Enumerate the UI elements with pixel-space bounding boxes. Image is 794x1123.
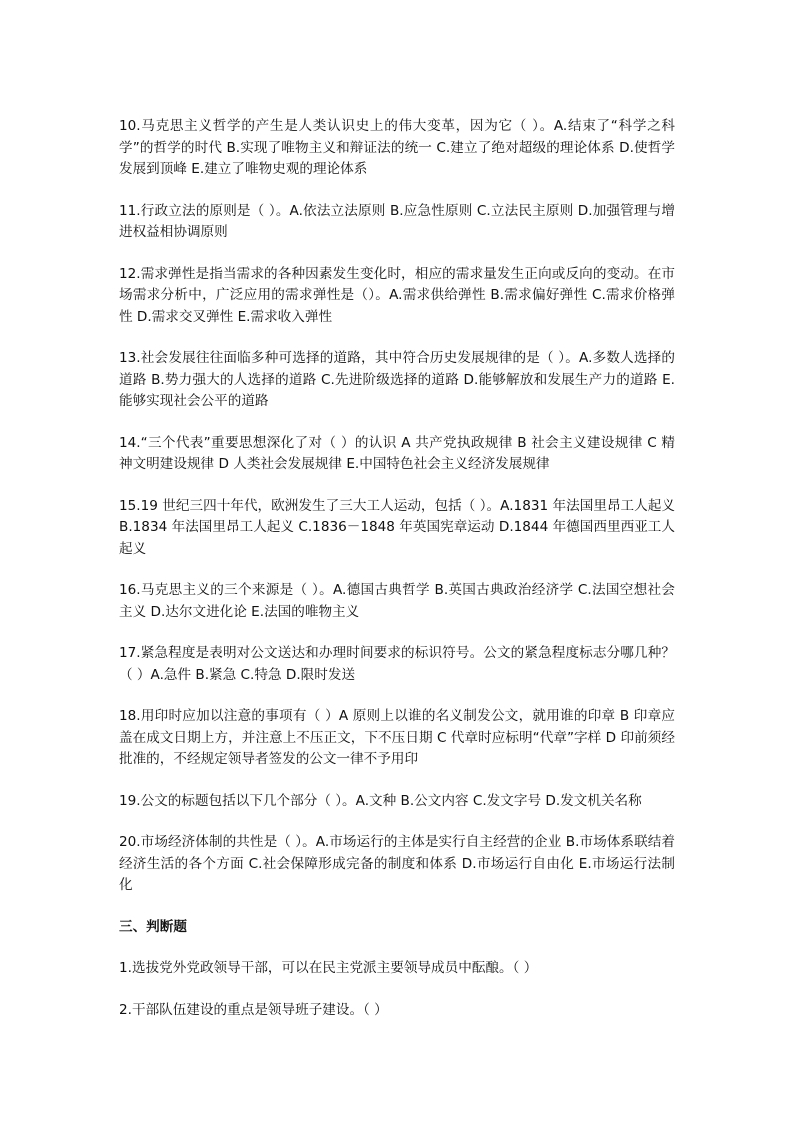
judgment-1: 1.选拔党外党政领导干部，可以在民主党派主要领导成员中酝酿。（ ） bbox=[119, 960, 538, 976]
question-10: 10.马克思主义哲学的产生是人类认识史上的伟大变革，因为它（ ）。A.结束了“科学之科学”的哲学的时代 B.实现了唯物主义和辩证法的统一 C.建立了绝对超级的理论体系 D.使哲学发展到顶峰 E.建立了唯物史观的理论体系 bbox=[119, 118, 675, 177]
question-14: 14.“三个代表”重要思想深化了对（ ）的认识 A 共产党执政规律 B 社会主义建设规律 C 精神文明建设规律 D 人类社会发展规律 E.中国特色社会主义经济发展规律 bbox=[119, 434, 675, 472]
question-18: 18.用印时应加以注意的事项有（ ）A 原则上以谁的名义制发公文，就用谁的印章 B 印章应盖在成文日期上方，并注意上不压正文，下不压日期 C 代章时应标明“代章”字样 D 印前须经批准的，不经规定领导者签发的公文一律不予用印 bbox=[119, 708, 675, 767]
question-12: 12.需求弹性是指当需求的各种因素发生变化时，相应的需求量发生正向或反向的变动。在市场需求分析中，广泛应用的需求弹性是（）。A.需求供给弹性 B.需求偏好弹性 C.需求价格弹性 D.需求交叉弹性 E.需求收入弹性 bbox=[119, 265, 675, 325]
question-17: 17.紧急程度是表明对公文送达和办理时间要求的标识符号。公文的紧急程度标志分哪几种？（ ）A.急件 B.紧急 C.特急 D.限时发送 bbox=[119, 645, 675, 683]
question-20: 20.市场经济体制的共性是（ ）。A.市场运行的主体是实行自主经营的企业 B.市场体系联结着经济生活的各个方面 C.社会保障形成完备的制度和体系 D.市场运行自由化 E.市场运行法制化 bbox=[119, 834, 675, 893]
question-11: 11.行政立法的原则是（ ）。A.依法立法原则 B.应急性原则 C.立法民主原则 D.加强管理与增进权益相协调原则 bbox=[119, 202, 675, 240]
question-19: 19.公文的标题包括以下几个部分（ ）。A.文种 B.公文内容 C.发文字号 D.发文机关名称 bbox=[119, 792, 642, 809]
question-13: 13.社会发展往往面临多种可选择的道路，其中符合历史发展规律的是（ ）。A.多数人选择的道路 B.势力强大的人选择的道路 C.先进阶级选择的道路 D.能够解放和发展生产力的道路 E.能够实现社会公平的道路 bbox=[119, 350, 675, 409]
question-15: 15.19 世纪三四十年代，欧洲发生了三大工人运动，包括（ ）。A.1831 年法国里昂工人起义 B.1834 年法国里昂工人起义 C.1836－1848 年英国宪章运动 D.1844 年德国西里西亚工人起义 bbox=[119, 497, 675, 557]
judgment-2: 2.干部队伍建设的重点是领导班子建设。（ ） bbox=[119, 1001, 388, 1018]
section-title-judgment: 三、判断题 bbox=[119, 918, 187, 935]
question-16: 16.马克思主义的三个来源是（ ）。A.德国古典哲学 B.英国古典政治经济学 C.法国空想社会主义 D.达尔文进化论 E.法国的唯物主义 bbox=[119, 582, 675, 620]
document-page bbox=[119, 116, 675, 1041]
